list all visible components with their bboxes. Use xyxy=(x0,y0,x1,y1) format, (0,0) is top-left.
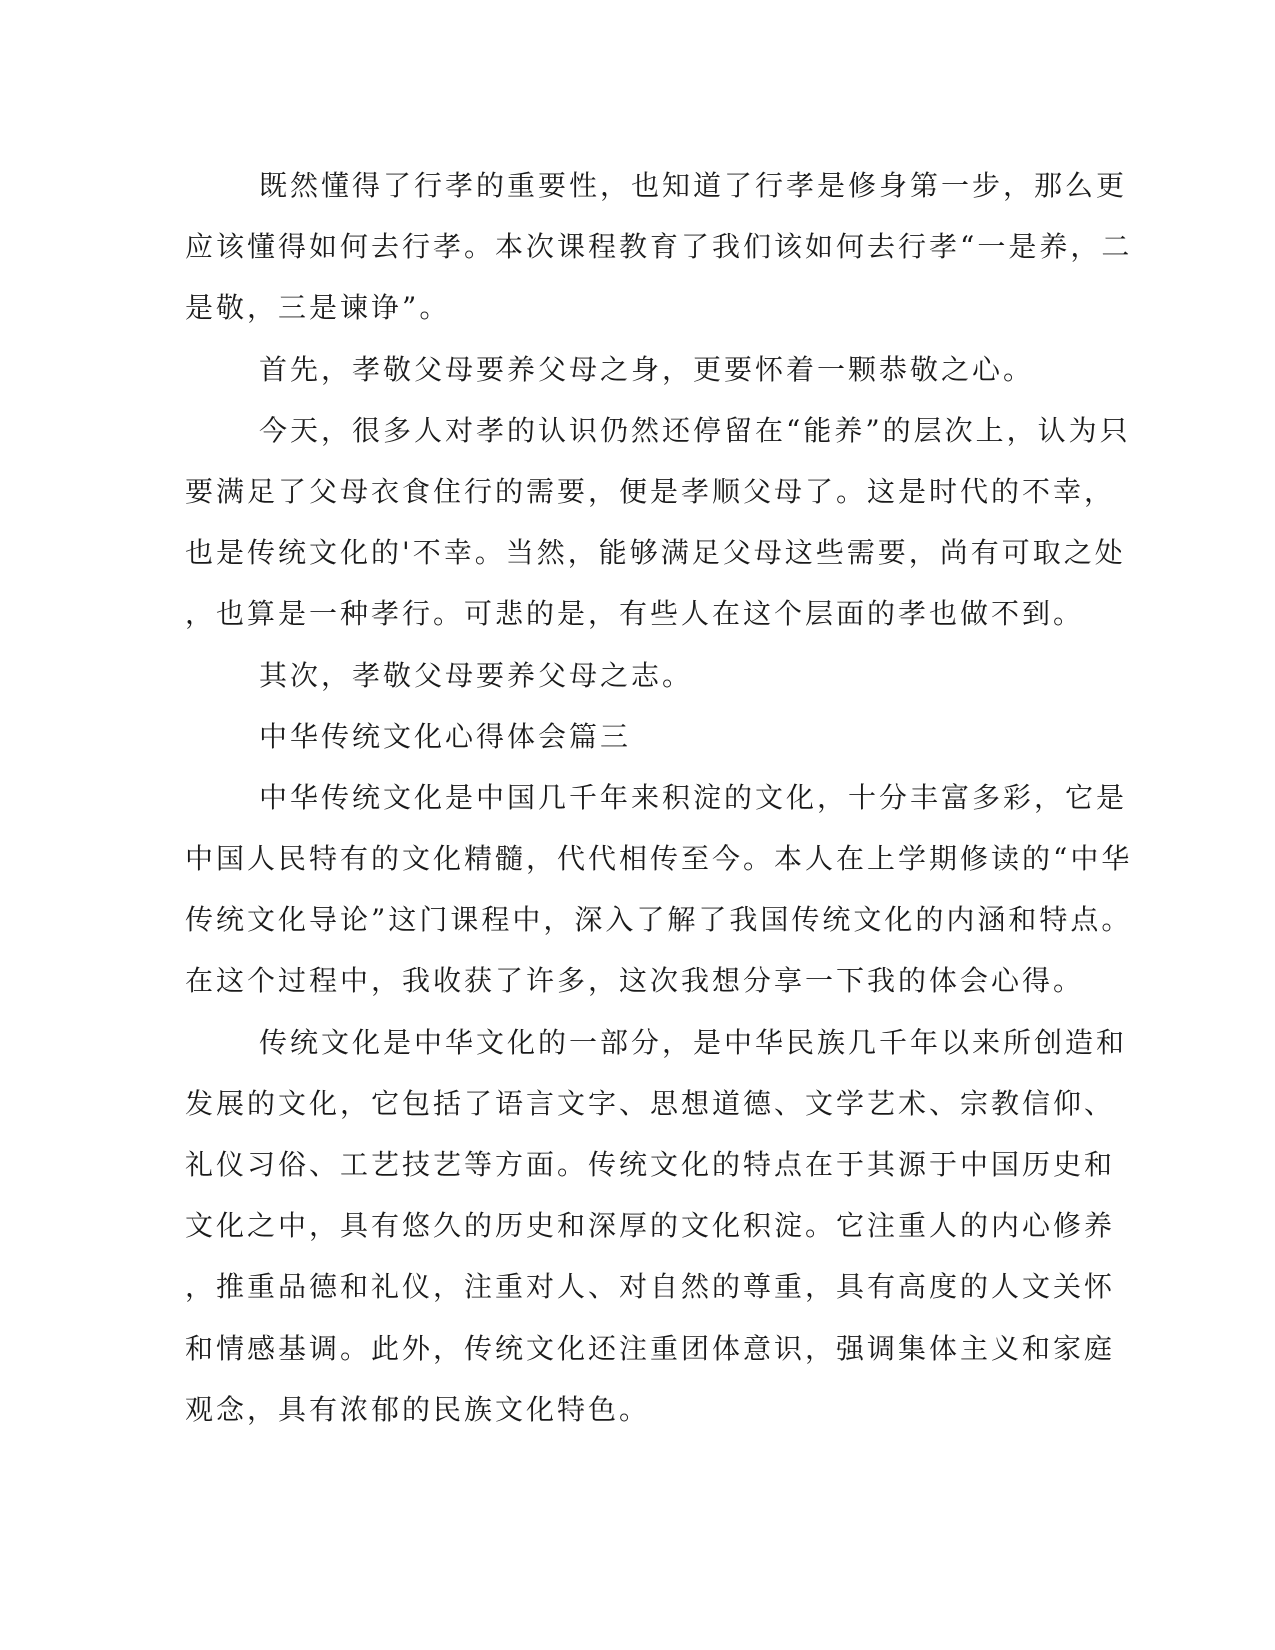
text-line: 观念，具有浓郁的民族文化特色。 xyxy=(185,1392,651,1426)
text-line: 也是传统文化的'不幸。当然，能够满足父母这些需要，尚有可取之处 xyxy=(185,536,1126,570)
text-line: 和情感基调。此外，传统文化还注重团体意识，强调集体主义和家庭 xyxy=(185,1331,1116,1365)
paragraph-filial-practice xyxy=(185,155,1133,339)
text-line: ，推重品德和礼仪，注重对人、对自然的尊重，具有高度的人文关怀 xyxy=(185,1270,1116,1304)
text-line: 既然懂得了行孝的重要性，也知道了行孝是修身第一步，那么更 xyxy=(259,169,1128,202)
text-line: 发展的文化，它包括了语言文字、思想道德、文学艺术、宗教信仰、 xyxy=(185,1086,1116,1120)
text-line: 在这个过程中，我收获了许多，这次我想分享一下我的体会心得。 xyxy=(185,964,1085,998)
paragraph-first-point xyxy=(185,339,1075,400)
text-line: 中华传统文化是中国几千年来积淀的文化，十分丰富多彩，它是 xyxy=(259,780,1128,814)
text-line: 其次，孝敬父母要养父母之志。 xyxy=(259,658,694,692)
document-body xyxy=(185,155,1133,1440)
paragraph-characteristics xyxy=(185,1012,1128,1440)
text-line: 应该懂得如何去行孝。本次课程教育了我们该如何去行孝“一是养，二 xyxy=(185,230,1133,264)
text-line: 中国人民特有的文化精髓，代代相传至今。本人在上学期修读的“中华 xyxy=(185,842,1133,876)
text-line: 是敬，三是谏诤”。 xyxy=(185,291,451,325)
paragraph-intro xyxy=(185,767,1133,1012)
text-line: 传统文化导论”这门课程中，深入了解了我国传统文化的内涵和特点。 xyxy=(185,903,1133,937)
paragraph-today xyxy=(185,400,1131,645)
text-line: 今天，很多人对孝的认识仍然还停留在“能养”的层次上，认为只 xyxy=(259,413,1131,447)
text-line: 文化之中，具有悠久的历史和深厚的文化积淀。它注重人的内心修养 xyxy=(185,1209,1116,1243)
paragraph-second-point xyxy=(185,645,1075,706)
text-line: 传统文化是中华文化的一部分，是中华民族几千年以来所创造和 xyxy=(259,1025,1128,1059)
text-line: 要满足了父母衣食住行的需要，便是孝顺父母了。这是时代的不幸， xyxy=(185,474,1116,508)
section-title: 中华传统文化心得体会篇三 xyxy=(259,719,632,753)
text-line: 首先，孝敬父母要养父母之身，更要怀着一颗恭敬之心。 xyxy=(259,352,1035,386)
text-line: 礼仪习俗、工艺技艺等方面。传统文化的特点在于其源于中国历史和 xyxy=(185,1148,1116,1181)
text-line: ，也算是一种孝行。可悲的是，有些人在这个层面的孝也做不到。 xyxy=(185,597,1085,631)
section-heading xyxy=(185,706,1075,767)
